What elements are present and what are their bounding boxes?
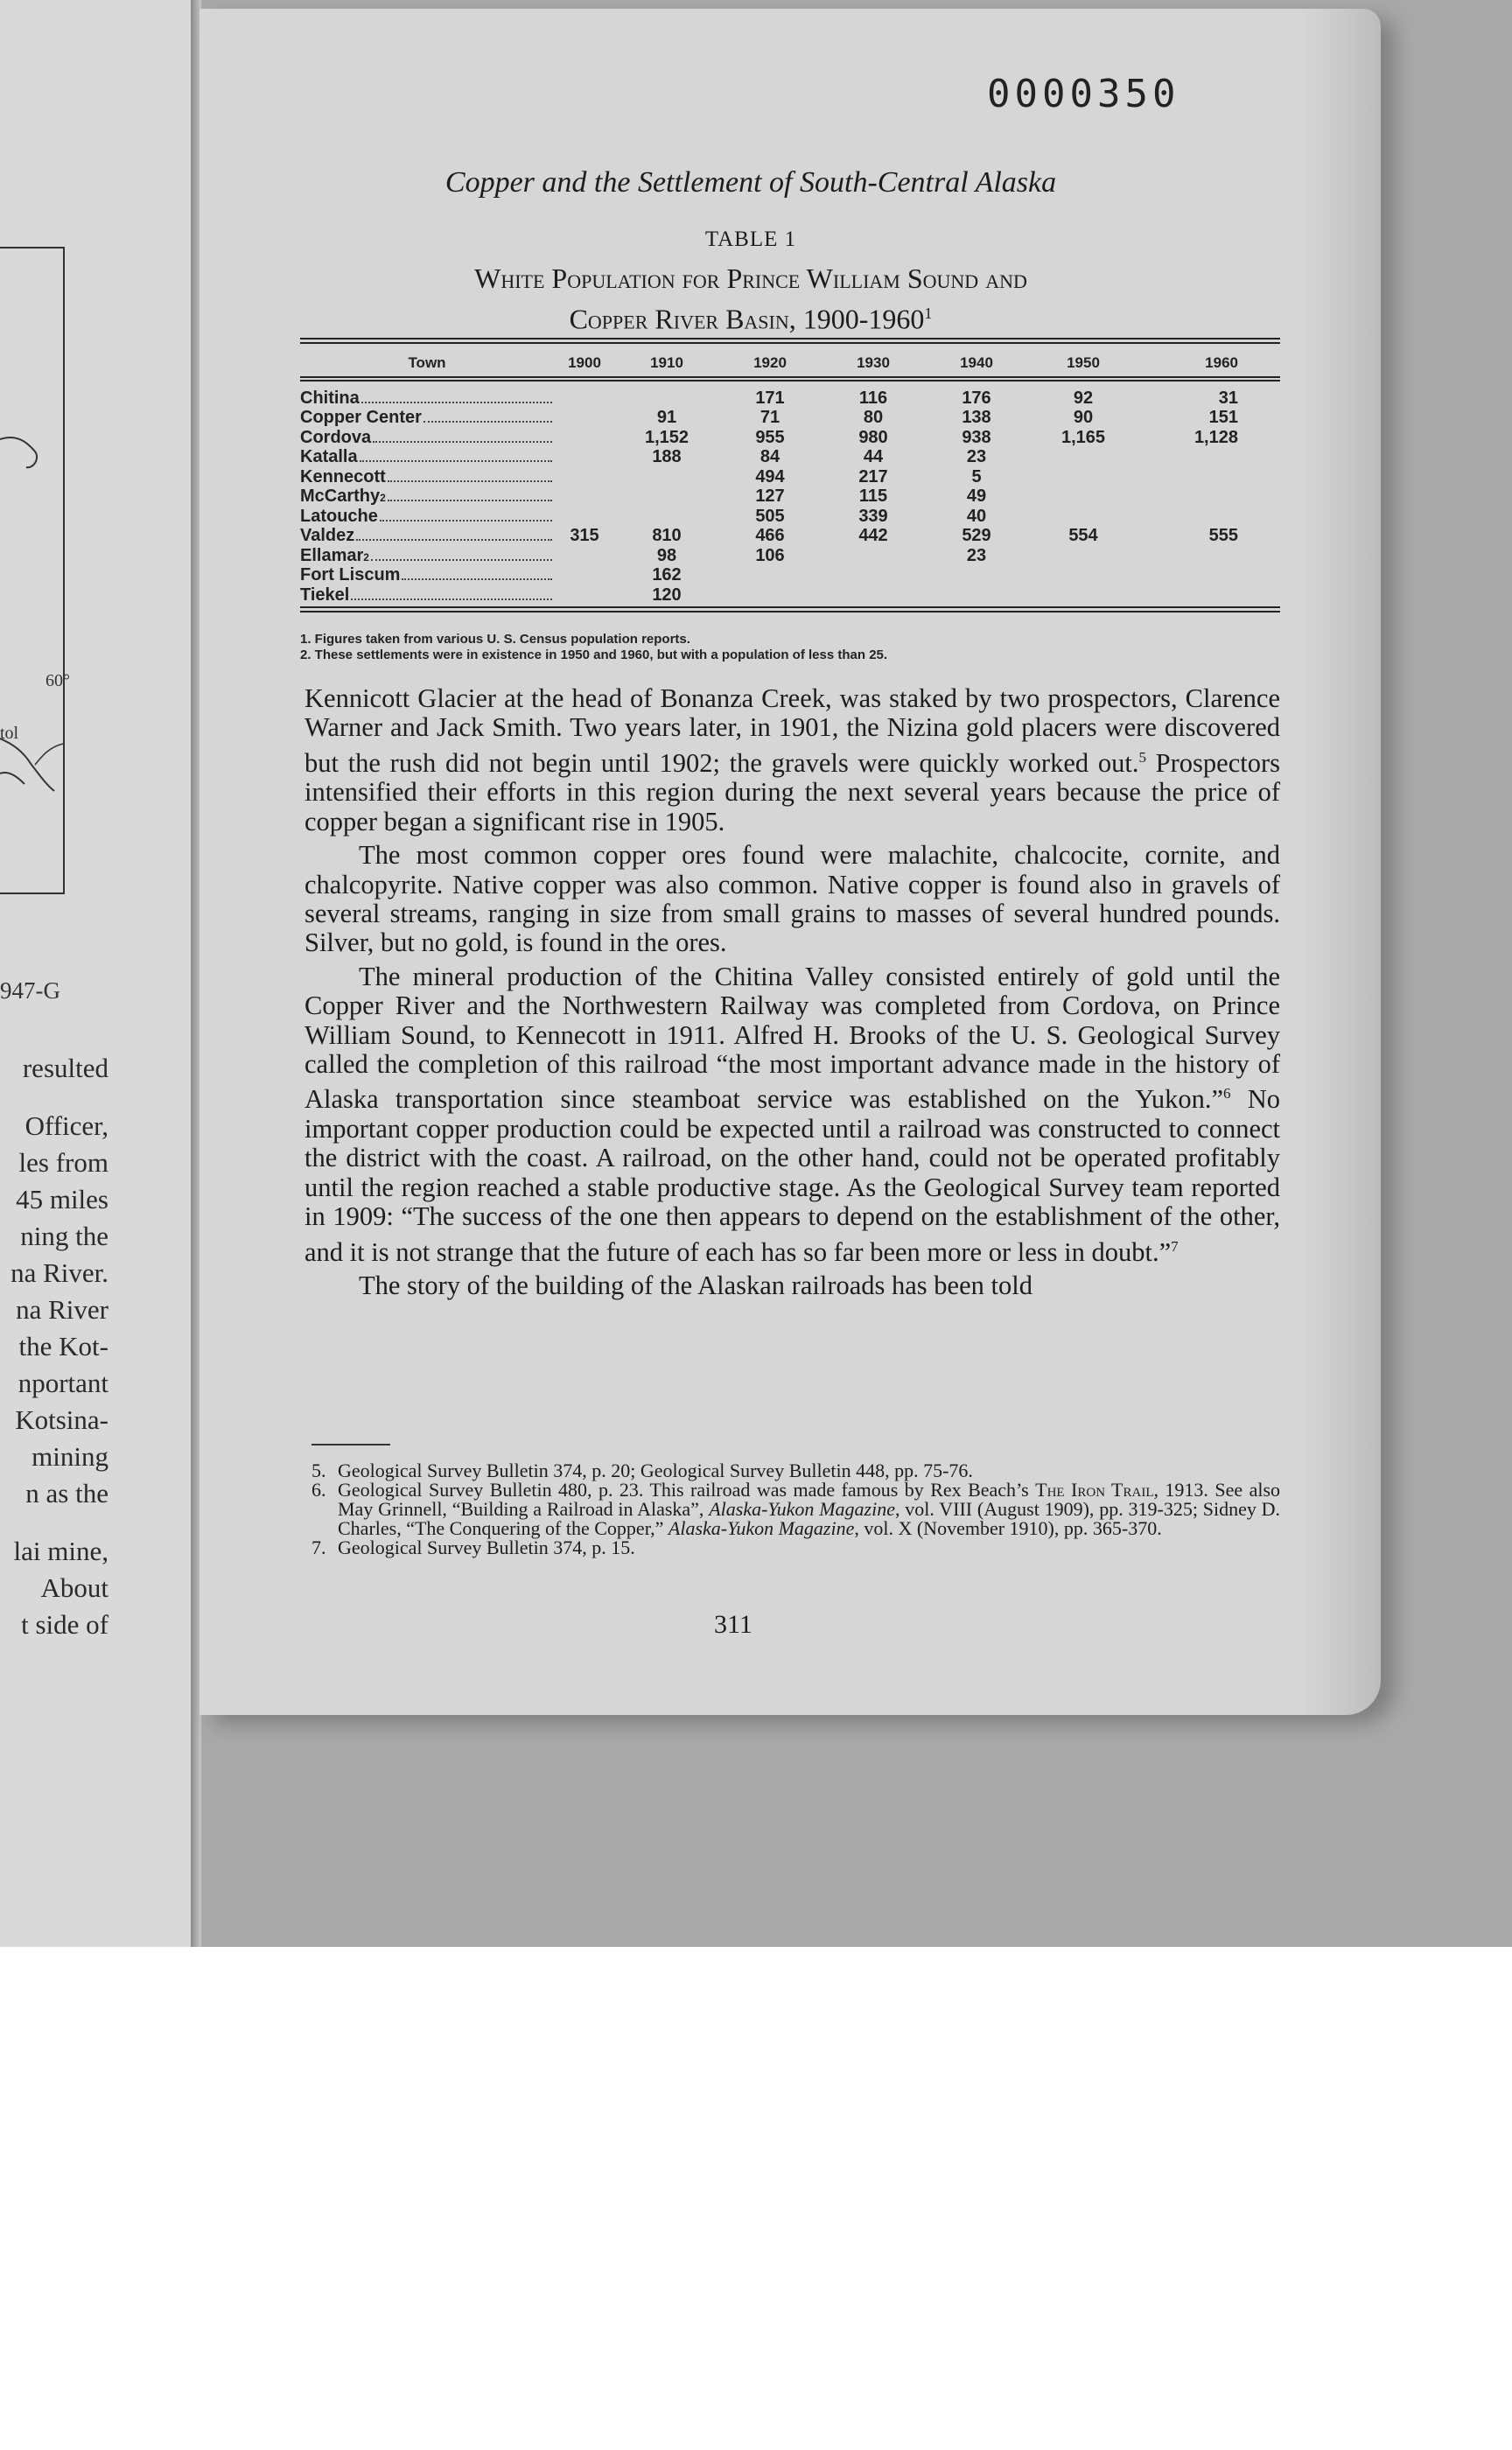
population-cell-1940: 40 <box>966 506 987 526</box>
header-rule-2 <box>300 380 1280 382</box>
left-line: Officer, <box>24 1110 108 1141</box>
footnote-6-text-d: , vol. X (November 1910), pp. 365-370. <box>854 1517 1162 1539</box>
table-bottom-rule-2 <box>300 611 1280 612</box>
population-cell-1920: 505 <box>755 506 785 526</box>
footnote-5-text: Geological Survey Bulletin 374, p. 20; Geological Survey Bulletin 448, pp. 75-76. <box>338 1460 973 1481</box>
paragraph-3-text-a: The mineral production of the Chitina Valley consisted entirely of gold until the Copper River and the Northwestern Railway was completed from Cordova, on Prince William Sound, to Kennecott in 1911. Alfred H. Brooks of the U. S. Geological Survey called the completion of this railroad “the most important advance made in the history of Alaska transportation since steamboat service was established on the Yukon.” <box>304 961 1280 1115</box>
header-1950: 1950 <box>1067 354 1100 371</box>
population-cell-1920: 84 <box>760 447 780 467</box>
header-rule <box>300 376 1280 378</box>
town-cell <box>300 467 554 487</box>
left-line: na River <box>16 1294 108 1325</box>
population-cell-1910: 188 <box>652 447 682 467</box>
town-name: Latouche <box>300 506 378 526</box>
paragraph-3 <box>304 962 1280 1267</box>
footnote-7-text: Geological Survey Bulletin 374, p. 15. <box>338 1536 635 1558</box>
left-line: resulted <box>22 1053 108 1083</box>
population-cell-1920: 955 <box>755 427 785 447</box>
population-cell-1930: 442 <box>858 526 888 546</box>
town-cell <box>300 546 554 566</box>
town-note-mark: 2 <box>363 550 369 564</box>
page-shadow <box>1302 9 1381 1715</box>
population-cell-1920: 171 <box>755 388 785 408</box>
table-note-1: 1. Figures taken from various U. S. Census population reports. <box>300 632 690 647</box>
map-label-60: 60° <box>46 671 70 690</box>
population-cell-1950: 554 <box>1068 526 1098 546</box>
body-text <box>304 684 1280 1306</box>
left-line: n as the <box>25 1478 108 1508</box>
header-1960: 1960 <box>1205 354 1238 371</box>
header-1930: 1930 <box>857 354 890 371</box>
town-name: Katalla <box>300 447 358 467</box>
left-line: t side of <box>21 1609 108 1640</box>
table-title <box>200 261 1302 337</box>
paragraph-1-text-a: Kennicott Glacier at the head of Bonanza Creek, was staked by two prospectors, Clarence Warner and Jack Smith. Two years later, in 1901, the Nizina gold placers were discovered but the rush did not begin until 1902; the gravels were quickly worked out. <box>304 683 1280 778</box>
running-head: Copper and the Settlement of South-Central Alaska <box>444 166 1057 199</box>
table-row <box>300 467 1280 487</box>
population-cell-1930: 217 <box>858 466 888 486</box>
left-line: ning the <box>20 1221 108 1251</box>
header-1910: 1910 <box>650 354 683 371</box>
paragraph-2: The most common copper ores found were malachite, chalcocite, cornite, and chalcopyrite. Native copper was also common. Native copper is found also in gravels of several streams, ranging in size from small grains to masses of several hundred pounds. Silver, but no gold, is found in the ores. <box>304 840 1280 958</box>
population-cell-1920: 494 <box>755 466 785 486</box>
table-top-rule <box>300 338 1280 340</box>
leader-dots <box>388 480 552 482</box>
town-cell <box>300 388 554 409</box>
footnote-6-text-b: , 1913. See also May Grinnell, “Building a Railroad in Alaska”, <box>338 1479 1281 1520</box>
leader-dots <box>380 520 552 522</box>
population-cell-1950: 1,165 <box>1060 427 1106 447</box>
footnotes <box>312 1461 1280 1558</box>
left-line: About <box>40 1572 108 1603</box>
table-top-rule-2 <box>300 342 1280 344</box>
town-note-mark: 2 <box>380 492 386 505</box>
map-lines <box>0 248 70 892</box>
figure-label: 947-G <box>0 977 60 1004</box>
table-title-line-1: White Population for Prince William Sound and <box>474 262 1027 294</box>
town-name: Tiekel <box>300 584 350 605</box>
footnote-7 <box>312 1538 1280 1558</box>
table-body <box>300 388 1280 606</box>
table-notes <box>300 632 1280 663</box>
population-cell-1900: 315 <box>570 526 599 546</box>
leader-dots <box>361 402 552 403</box>
previous-page-fragment <box>0 0 194 1947</box>
table-number: TABLE 1 <box>704 228 797 251</box>
table-bottom-rule <box>300 606 1280 608</box>
town-name: Chitina <box>300 388 360 408</box>
left-line: na River. <box>10 1257 108 1288</box>
paragraph-4: The story of the building of the Alaskan railroads has been told <box>359 1270 1032 1301</box>
left-line: les from <box>18 1147 108 1178</box>
population-cell-1940: 138 <box>962 408 991 428</box>
paragraph-3-text-b: No important copper production could be expected until a railroad was constructed to connect the district with the coast. A railroad, on the other hand, could not be operated profitably until the region reached a stable productive stage. As the Geological Survey team reported in 1909: “The success of the one then appears to depend on the establishment of the other, and it is not strange that the future of each has so far been more or less in doubt.” <box>304 1084 1280 1267</box>
population-cell-1910: 810 <box>652 526 682 546</box>
town-cell <box>300 585 554 606</box>
population-cell-1910: 1,152 <box>644 427 690 447</box>
population-cell-1940: 23 <box>966 545 987 565</box>
population-cell-1930: 980 <box>858 427 888 447</box>
town-name: McCarthy <box>300 486 381 507</box>
document-stamp-number: 0000350 <box>987 72 1180 116</box>
population-cell-1940: 23 <box>966 447 987 467</box>
table-row <box>300 428 1280 448</box>
town-cell <box>300 486 554 507</box>
table-header-row <box>300 350 1280 376</box>
table-row <box>300 585 1280 606</box>
population-cell-1920: 106 <box>755 545 785 565</box>
header-1940: 1940 <box>960 354 993 371</box>
population-cell-1930: 44 <box>863 447 884 467</box>
table-row <box>300 527 1280 547</box>
paragraph-1 <box>304 684 1280 836</box>
town-cell <box>300 526 554 546</box>
town-name: Ellamar <box>300 545 364 565</box>
leader-dots <box>402 578 552 580</box>
leader-dots <box>356 539 552 541</box>
footnote-6-number: 6. <box>312 1479 326 1501</box>
table-row <box>300 566 1280 586</box>
table-row <box>300 388 1280 409</box>
population-cell-1940: 529 <box>962 526 991 546</box>
footnote-6 <box>312 1480 1280 1538</box>
population-cell-1920: 71 <box>760 408 780 428</box>
map-label-place: tol <box>0 724 19 743</box>
page-number: 311 <box>714 1610 752 1639</box>
population-cell-1910: 120 <box>652 584 682 605</box>
footnote-6-text <box>338 1480 1280 1538</box>
table-row <box>300 409 1280 429</box>
header-town: Town <box>408 354 446 371</box>
left-gap <box>0 1512 108 1533</box>
town-name: Valdez <box>300 526 355 546</box>
table-row <box>300 546 1280 566</box>
leader-dots <box>371 559 552 561</box>
town-name: Copper Center <box>300 408 422 428</box>
town-cell <box>300 447 554 467</box>
table-row <box>300 507 1280 527</box>
left-line: mining <box>32 1441 108 1472</box>
population-cell-1940: 938 <box>962 427 991 447</box>
town-cell <box>300 408 554 428</box>
town-cell <box>300 507 554 527</box>
population-cell-1930: 116 <box>858 388 888 408</box>
population-cell-1940: 176 <box>962 388 991 408</box>
footnote-rule <box>312 1444 390 1446</box>
town-name: Fort Liscum <box>300 565 401 585</box>
population-cell-1910: 162 <box>652 565 682 585</box>
population-cell-1920: 127 <box>755 486 785 507</box>
leader-dots <box>360 460 552 462</box>
population-cell-1950: 92 <box>1073 388 1094 408</box>
map-fragment <box>0 247 70 894</box>
magazine-title-2: Alaska-Yukon Magazine <box>668 1517 855 1539</box>
table-title-note-mark: 1 <box>924 304 933 322</box>
population-table <box>300 350 1280 606</box>
left-page-text <box>0 1050 108 1643</box>
population-cell-1930: 339 <box>858 506 888 526</box>
left-line: Kotsina- <box>15 1404 108 1435</box>
table-title-line-2-text: Copper River Basin, 1900-1960 <box>569 303 925 335</box>
table-row <box>300 487 1280 508</box>
leader-dots <box>388 500 552 501</box>
population-cell-1960: 1,128 <box>1194 427 1238 447</box>
footnote-5-number: 5. <box>312 1460 326 1481</box>
left-gap <box>0 1087 108 1108</box>
book-page <box>200 9 1381 1715</box>
town-name: Kennecott <box>300 466 386 486</box>
town-name: Cordova <box>300 427 372 447</box>
table-title-line-2 <box>200 296 1302 337</box>
paragraph-1-text-b: Prospectors intensified their efforts in this region during the next several years because the price of copper began a significant rise in 1905. <box>304 747 1280 836</box>
left-line: lai mine, <box>13 1536 108 1566</box>
header-1920: 1920 <box>753 354 787 371</box>
book-title: The Iron Trail <box>1035 1479 1154 1501</box>
leader-dots <box>351 598 552 600</box>
town-cell <box>300 428 554 448</box>
population-cell-1910: 91 <box>656 408 677 428</box>
population-cell-1940: 49 <box>966 486 987 507</box>
magazine-title-1: Alaska-Yukon Magazine <box>709 1498 895 1520</box>
leader-dots <box>424 421 552 423</box>
footnote-ref-5: 5 <box>1138 748 1146 766</box>
footnote-7-number: 7. <box>312 1536 326 1558</box>
footnote-ref-7: 7 <box>1171 1237 1179 1255</box>
population-cell-1950: 90 <box>1073 408 1094 428</box>
population-cell-1910: 98 <box>656 545 677 565</box>
left-line: nportant <box>18 1368 108 1398</box>
population-cell-1940: 5 <box>971 466 982 486</box>
population-cell-1930: 115 <box>858 486 888 507</box>
leader-dots <box>373 441 552 443</box>
population-cell-1920: 466 <box>755 526 785 546</box>
population-cell-1960: 151 <box>1208 408 1238 428</box>
table-note-2: 2. These settlements were in existence in 1950 and 1960, but with a population of less than 25. <box>300 648 888 662</box>
footnote-5 <box>312 1461 1280 1480</box>
left-line: 45 miles <box>16 1184 108 1214</box>
left-line: the Kot- <box>18 1331 108 1362</box>
table-row <box>300 448 1280 468</box>
footnote-6-text-c: , vol. VIII (August 1909), pp. 319-325; Sidney D. Charles, “The Conquering of the Copper,” <box>338 1498 1281 1539</box>
town-cell <box>300 565 554 585</box>
population-cell-1930: 80 <box>863 408 884 428</box>
footnote-ref-6: 6 <box>1223 1085 1231 1102</box>
footnote-6-text-a: Geological Survey Bulletin 480, p. 23. This railroad was made famous by Rex Beach’s <box>338 1479 1036 1501</box>
population-cell-1960: 31 <box>1218 388 1238 408</box>
header-1900: 1900 <box>568 354 601 371</box>
population-cell-1960: 555 <box>1208 526 1238 546</box>
